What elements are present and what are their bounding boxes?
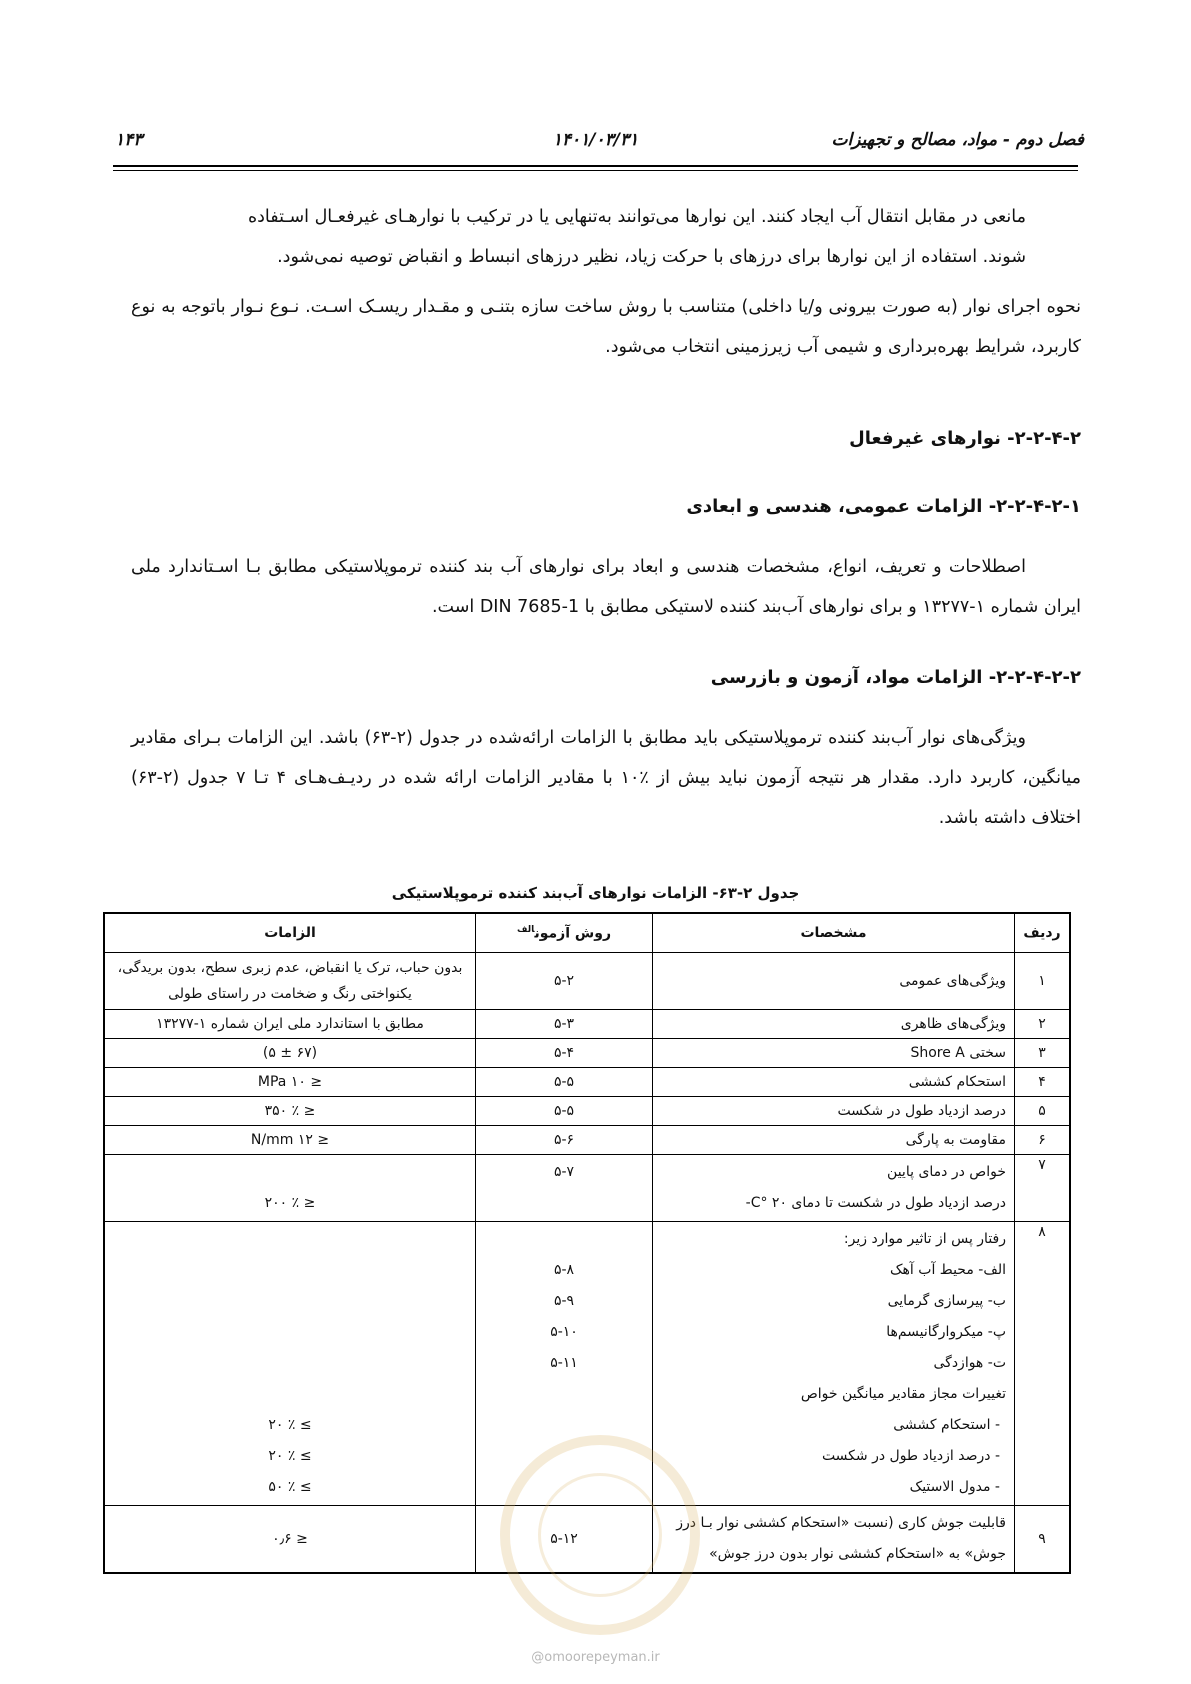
row-method-line: ۵-۱۰ <box>550 1324 578 1340</box>
row-spec-line: جوش» به «استحکام کششی نوار بدون درز جوش» <box>709 1546 1006 1562</box>
row-requirement-line: ≥ ٪ ۵۰ <box>268 1479 312 1495</box>
page-number: ۱۴۳ <box>115 130 143 150</box>
row-spec-line: الف- محیط آب آهک <box>890 1262 1006 1278</box>
row-spec: درصد ازدیاد طول در شکست <box>653 1097 1015 1126</box>
row-spec-line: پ- میکروارگانیسم‌ها <box>886 1324 1006 1340</box>
row-requirement-line <box>113 1348 467 1379</box>
header-row-number: ردیف <box>1015 913 1071 953</box>
chapter-title: فصل دوم - مواد، مصالح و تجهیزات <box>831 130 1084 150</box>
watermark-seal-icon <box>500 1435 700 1635</box>
row-spec: ویژگی‌های ظاهری <box>653 1010 1015 1039</box>
paragraph-1-line-1: مانعی در مقابل انتقال آب ایجاد کنند. این نوارها می‌توانند به‌تنهایی یا در ترکیب با نوارهـای غیرفعـال اسـتفاده <box>247 207 1026 227</box>
row-number: ۳ <box>1015 1039 1071 1068</box>
row-requirement <box>104 1155 476 1222</box>
row-number: ۵ <box>1015 1097 1071 1126</box>
table-row <box>104 1068 1070 1097</box>
row-method: ۵-۱۲ <box>476 1506 653 1574</box>
row-requirement-line <box>113 1255 467 1286</box>
row-spec-line: - مدول الاستیک <box>909 1479 1000 1495</box>
row-method: ۵-۲ <box>476 953 653 1010</box>
row-method: ۵-۶ <box>476 1126 653 1155</box>
header-rule-thin <box>113 170 1078 171</box>
row-spec: ویژگی‌های عمومی <box>653 953 1015 1010</box>
row-spec <box>653 1506 1015 1574</box>
row-requirement: ≤ ۱۲ N/mm <box>104 1126 476 1155</box>
row-spec-line: خواص در دمای پایین <box>887 1164 1006 1180</box>
row-requirement-line <box>113 1379 467 1410</box>
paragraph-4 <box>131 718 1081 838</box>
paragraph-3-text: اصطلاحات و تعریف، انواع، مشخصات هندسی و ابعاد برای نوارهای آب بند کننده ترموپلاستیکی مطابق بـا اسـتاندارد ملی ایران شماره ۱-۱۳۲۷۷ و برای نوارهای آب‌بند کننده لاستیکی مطابق با DIN 7685-1 است. <box>131 557 1081 617</box>
row-spec-line: قابلیت جوش کاری (نسبت «استحکام کششی نوار بـا درز <box>676 1515 1006 1531</box>
row-method: ۵-۳ <box>476 1010 653 1039</box>
row-spec-line: - درصد ازدیاد طول در شکست <box>821 1448 1000 1464</box>
row-number: ۲ <box>1015 1010 1071 1039</box>
heading-general-requirements: ۲-۲-۴-۲-۱- الزامات عمومی، هندسی و ابعادی <box>686 496 1081 517</box>
row-number: ۶ <box>1015 1126 1071 1155</box>
paragraph-4-text: ویژگی‌های نوار آب‌بند کننده ترموپلاستیکی باید مطابق با الزامات ارائه‌شده در جدول (۲-۶۳) باشد. این الزامات بـرای مقادیر میانگین، کاربرد دارد. مقدار هر نتیجه آزمون نباید بیش از ٪۱۰ با مقادیر الزامات ارائه شده در ردیـف‌هـای ۴ تـا ۷ جدول (۲-۶۳) اختلاف داشته باشد. <box>131 728 1081 828</box>
row-spec-line: درصد ازدیاد طول در شکست تا دمای ۲۰ °C- <box>745 1195 1006 1211</box>
row-number: ۷ <box>1015 1155 1071 1222</box>
row-method: ۵-۵ <box>476 1097 653 1126</box>
row-method-line: ۵-۸ <box>553 1262 575 1278</box>
row-method: ۵-۴ <box>476 1039 653 1068</box>
row-number: ۱ <box>1015 953 1071 1010</box>
heading-material-requirements: ۲-۲-۴-۲-۲- الزامات مواد، آزمون و بازرسی <box>710 667 1081 688</box>
paragraph-1-line-2: شوند. استفاده از این نوارها برای درزهای با حرکت زیاد، نظیر درزهای انبساط و انقباض توصیه نمی‌شود. <box>277 247 1026 267</box>
row-requirement-line <box>113 1224 467 1255</box>
row-number: ۸ <box>1015 1222 1071 1506</box>
row-method-line: ۵-۱۱ <box>550 1355 578 1371</box>
heading-inactive-strips: ۲-۲-۴-۲- نوارهای غیرفعال <box>849 428 1081 449</box>
row-requirement-line <box>113 1157 467 1188</box>
paragraph-3 <box>131 547 1081 627</box>
row-spec-line: تغییرات مجاز مقادیر میانگین خواص <box>800 1386 1006 1402</box>
row-spec: مقاومت به پارگی <box>653 1126 1015 1155</box>
header-requirement: الزامات <box>104 913 476 953</box>
header-method-note: الف <box>517 924 535 935</box>
row-method-line: ۵-۷ <box>553 1164 575 1180</box>
row-requirement: مطابق با استاندارد ملی ایران شماره ۱-۱۳۲۷۷ <box>104 1010 476 1039</box>
row-requirement-line <box>113 1286 467 1317</box>
header-method <box>476 913 653 953</box>
row-requirement: ≤ ۰٫۶ <box>104 1506 476 1574</box>
header-rule <box>113 165 1078 167</box>
header-method-label: روش آزمون <box>534 925 611 942</box>
table-row <box>104 1039 1070 1068</box>
row-method-line <box>484 1224 644 1255</box>
footer-website: @omoorepeyman.ir <box>531 1650 660 1665</box>
row-requirement <box>104 1222 476 1506</box>
table-row <box>104 1010 1070 1039</box>
table-caption: جدول ۲-۶۳- الزامات نوارهای آب‌بند کننده ترموپلاستیکی <box>391 884 800 902</box>
row-number: ۹ <box>1015 1506 1071 1574</box>
paragraph-2-text: نحوه اجرای نوار (به صورت بیرونی و/یا داخلی) متناسب با روش ساخت سازه بتنـی و مقـدار ریسـک اسـت. نـوع نـوار باتوجه به نوع کاربرد، شرایط بهره‌برداری و شیمی آب زیرزمینی انتخاب می‌شود. <box>131 297 1081 357</box>
row-requirement: بدون حباب، ترک یا انقباض، عدم زبری سطح، بدون بریدگی، یکنواختی رنگ و ضخامت در راستای طولی <box>104 953 476 1010</box>
paragraph-2 <box>131 287 1081 367</box>
table-row <box>104 953 1070 1010</box>
row-requirement: ≤ ۱۰ MPa <box>104 1068 476 1097</box>
row-requirement-line: ≥ ٪ ۲۰ <box>268 1448 312 1464</box>
row-method <box>476 1155 653 1222</box>
row-spec <box>653 1222 1015 1506</box>
table-row <box>104 1097 1070 1126</box>
row-spec-line: ب- پیرسازی گرمایی <box>887 1293 1006 1309</box>
table-header-row <box>104 913 1070 953</box>
row-spec-line: ت- هوازدگی <box>933 1355 1006 1371</box>
row-number: ۴ <box>1015 1068 1071 1097</box>
header-date: ۱۴۰۱/۰۳/۳۱ <box>552 130 639 150</box>
row-requirement: (۶۷ ± ۵) <box>104 1039 476 1068</box>
row-method-line <box>484 1188 644 1219</box>
row-requirement-line <box>113 1317 467 1348</box>
row-method-line <box>484 1379 644 1410</box>
watermark-inner-ring <box>538 1473 662 1597</box>
paragraph-1 <box>131 197 1081 277</box>
table-row <box>104 1126 1070 1155</box>
row-spec: سختی Shore A <box>653 1039 1015 1068</box>
row-spec-line: - استحکام کششی <box>893 1417 1000 1433</box>
row-requirement-line: ≤ ٪ ۲۰۰ <box>264 1195 316 1211</box>
row-method-line: ۵-۹ <box>553 1293 575 1309</box>
row-requirement-line: ≥ ٪ ۲۰ <box>268 1417 312 1433</box>
row-spec-line: رفتار پس از تاثیر موارد زیر: <box>843 1231 1006 1247</box>
row-requirement: ≤ ٪ ۳۵۰ <box>104 1097 476 1126</box>
row-method: ۵-۵ <box>476 1068 653 1097</box>
header-spec: مشخصات <box>653 913 1015 953</box>
table-row <box>104 1155 1070 1222</box>
row-spec: استحکام کششی <box>653 1068 1015 1097</box>
row-spec <box>653 1155 1015 1222</box>
